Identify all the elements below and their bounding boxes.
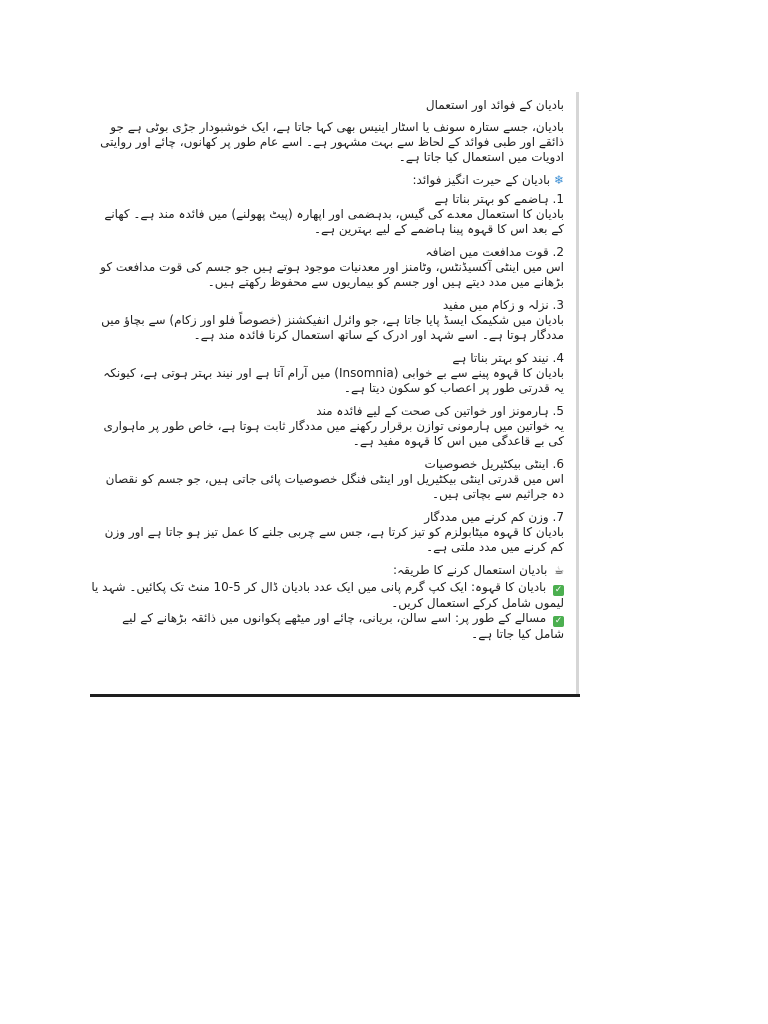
- snowflake-icon: ❄: [553, 173, 564, 187]
- benefit-heading: 3. نزلہ و زکام میں مفید: [442, 298, 564, 312]
- benefit-body: بادیان کا قہوہ پینے سے بے خوابی (Insomnia) میں آرام آتا ہے اور نیند بہتر ہوتی ہے، کیونکہ یہ قدرتی طور پر اعصاب کو سکون دیتا ہے۔: [103, 366, 564, 395]
- usage-item-text: بادیان کا قہوہ: ایک کپ گرم پانی میں ایک عدد بادیان ڈال کر 5-10 منٹ تک پکائیں۔ شہد یا لیموں شامل کرکے استعمال کریں۔: [91, 580, 564, 610]
- benefit-heading: 5. ہارمونز اور خواتین کی صحت کے لیے فائدہ مند: [316, 404, 564, 418]
- usage-heading: [90, 563, 564, 578]
- intro-paragraph: بادیان، جسے ستارہ سونف یا اسٹار اینیس بھی کہا جاتا ہے، ایک خوشبودار جڑی بوٹی ہے جو ذائقے اور طبی فوائد کے لحاظ سے بہت مشہور ہے۔ اسے عام طور پر کھانوں، چائے اور روایتی ادویات میں استعمال کیا جاتا ہے۔: [100, 120, 564, 164]
- benefit-heading: 7. وزن کم کرنے میں مددگار: [424, 510, 564, 524]
- tea-cup-icon: ☕: [554, 564, 564, 577]
- benefit-heading: 6. اینٹی بیکٹیریل خصوصیات: [424, 457, 564, 471]
- benefit-item-6: [90, 457, 564, 502]
- benefits-heading-label: بادیان کے حیرت انگیز فوائد:: [412, 173, 551, 187]
- benefit-body: اس میں اینٹی آکسیڈنٹس، وٹامنز اور معدنیات موجود ہوتے ہیں جو جسم کی قوت مدافعت کو بڑھانے میں مدد دیتے ہیں اور جسم کو بیماریوں سے محفوظ رکھتے ہیں۔: [100, 260, 564, 289]
- benefit-body: بادیان کا قہوہ میٹابولزم کو تیز کرتا ہے، جس سے چربی جلنے کا عمل تیز ہو جاتا ہے اور وزن کم کرنے میں مدد ملتی ہے۔: [104, 525, 564, 554]
- usage-item-text: مسالے کے طور پر: اسے سالن، بریانی، چائے اور میٹھے پکوانوں میں ذائقہ بڑھانے کے لیے شامل کیا جاتا ہے۔: [122, 611, 564, 641]
- article-body: [90, 92, 578, 642]
- benefit-item-1: [90, 192, 564, 237]
- benefit-heading: 4. نیند کو بہتر بناتا ہے: [452, 351, 564, 365]
- benefit-item-4: [90, 351, 564, 396]
- article-title: بادیان کے فوائد اور استعمال: [425, 98, 564, 112]
- benefit-item-7: [90, 510, 564, 555]
- page-edge-right: [576, 92, 579, 696]
- check-mark-icon: ✓: [554, 585, 563, 595]
- benefit-body: اس میں قدرتی اینٹی بیکٹیریل اور اینٹی فنگل خصوصیات پائی جاتی ہیں، جو جسم کو نقصان دہ جراثیم سے بچاتی ہیں۔: [105, 472, 564, 501]
- page-edge-bottom: [90, 694, 580, 697]
- benefit-heading: 1. ہاضمے کو بہتر بناتا ہے: [434, 192, 564, 206]
- benefits-heading: [90, 173, 564, 188]
- document-page: [90, 92, 578, 695]
- check-mark-icon: ✓: [554, 616, 563, 626]
- usage-heading-label: بادیان استعمال کرنے کا طریقہ:: [393, 563, 548, 577]
- benefit-body: بادیان کا استعمال معدے کی گیس، بدہضمی اور اپھارہ (پیٹ پھولنے) میں فائدہ مند ہے۔ کھانے کے بعد اس کا قہوہ پینا ہاضمے کے لیے بہترین ہے۔: [104, 207, 564, 236]
- benefit-item-5: [90, 404, 564, 449]
- benefit-item-3: [90, 298, 564, 343]
- benefit-body: یہ خواتین میں ہارمونی توازن برقرار رکھنے میں مددگار ثابت ہوتا ہے، خاص طور پر ماہواری کی بے قاعدگی میں اس کا قہوہ مفید ہے۔: [103, 419, 564, 448]
- benefit-heading: 2. قوت مدافعت میں اضافہ: [425, 245, 564, 259]
- benefit-body: بادیان میں شکیمک ایسڈ پایا جاتا ہے، جو وائرل انفیکشنز (خصوصاً فلو اور زکام) سے بچاؤ میں مددگار ہوتا ہے۔ اسے شہد اور ادرک کے ساتھ استعمال کرنا فائدہ مند ہے۔: [101, 313, 564, 342]
- usage-item-2: [90, 611, 564, 642]
- benefit-item-2: [90, 245, 564, 290]
- usage-item-1: [90, 580, 564, 611]
